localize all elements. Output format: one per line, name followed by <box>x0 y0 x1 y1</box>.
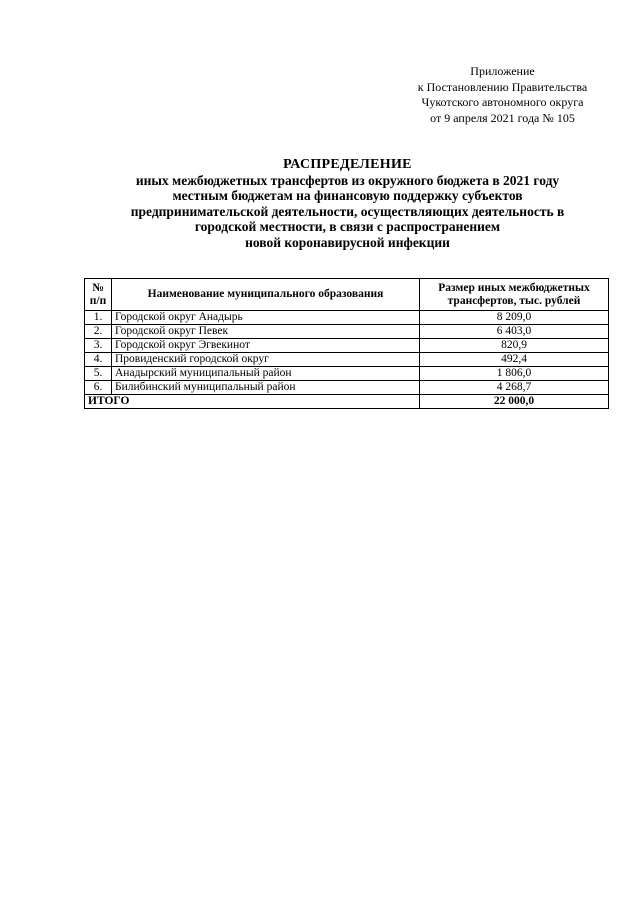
title-line: новой коронавирусной инфекции <box>245 234 450 250</box>
row-amount: 1 806,0 <box>420 367 609 381</box>
row-name: Билибинский муниципальный район <box>112 381 420 395</box>
table-row <box>85 325 609 339</box>
row-amount: 820,9 <box>420 339 609 353</box>
row-num: 5. <box>85 367 112 381</box>
header-num-label: п/п <box>89 294 107 307</box>
title-line: местным бюджетам на финансовую поддержку субъектов <box>172 188 523 203</box>
row-num: 4. <box>85 353 112 367</box>
header-num <box>85 279 112 311</box>
table-row <box>85 367 609 381</box>
row-amount: 4 268,7 <box>420 381 609 395</box>
appendix-line: Приложение <box>470 64 535 78</box>
row-name: Анадырский муниципальный район <box>112 367 420 381</box>
table-row <box>85 381 609 395</box>
table-row <box>85 339 609 353</box>
table-header-row <box>85 279 609 311</box>
total-amount: 22 000,0 <box>420 395 609 409</box>
document-title <box>60 157 635 250</box>
row-num: 1. <box>85 311 112 325</box>
row-name: Городской округ Певек <box>112 325 420 339</box>
appendix-block <box>385 64 620 126</box>
title-line: городской местности, в связи с распространением <box>194 219 501 234</box>
header-name: Наименование муниципального образования <box>112 279 420 311</box>
header-amount-line: трансфертов, тыс. рублей <box>447 294 581 307</box>
appendix-line: Чукотского автономного округа <box>421 95 584 109</box>
row-num: 6. <box>85 381 112 395</box>
row-num: 2. <box>85 325 112 339</box>
total-label: ИТОГО <box>85 395 420 409</box>
header-num-symbol: № <box>92 281 104 294</box>
distribution-table <box>84 278 609 409</box>
title-line: иных межбюджетных трансфертов из окружного бюджета в 2021 году <box>135 172 560 188</box>
header-amount <box>420 279 609 311</box>
row-amount: 492,4 <box>420 353 609 367</box>
row-name: Городской округ Анадырь <box>112 311 420 325</box>
title-line: предпринимательской деятельности, осуществляющих деятельность в <box>130 203 565 219</box>
row-num: 3. <box>85 339 112 353</box>
table-row <box>85 353 609 367</box>
row-name: Городской округ Эгвекинот <box>112 339 420 353</box>
row-name: Провиденский городской округ <box>112 353 420 367</box>
table-row <box>85 311 609 325</box>
header-amount-line: Размер иных межбюджетных <box>438 281 590 294</box>
appendix-line: к Постановлению Правительства <box>417 79 588 94</box>
row-amount: 6 403,0 <box>420 325 609 339</box>
appendix-line: от 9 апреля 2021 года № 105 <box>430 110 575 125</box>
row-amount: 8 209,0 <box>420 311 609 325</box>
title-heading: РАСПРЕДЕЛЕНИЕ <box>283 157 412 172</box>
table-total-row <box>85 395 609 409</box>
